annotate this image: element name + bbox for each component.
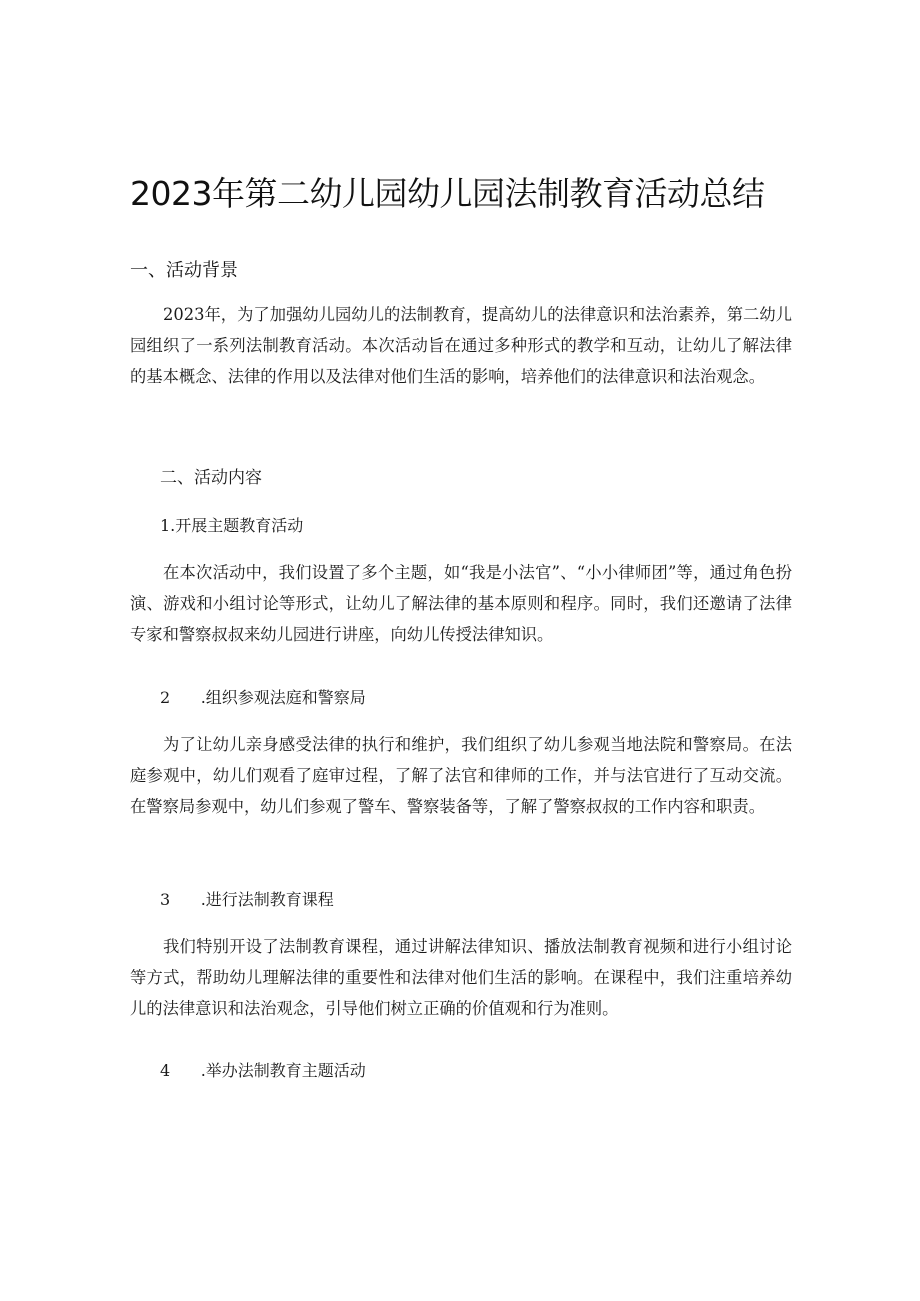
item-heading-2: 2 .组织参观法庭和警察局	[160, 688, 366, 707]
item-paragraph-3: 我们特别开设了法制教育课程，通过讲解法律知识、播放法制教育视频和进行小组讨论等方式，帮助幼儿理解法律的重要性和法律对他们生活的影响。在课程中，我们注重培养幼儿的法律意识和法治观念，引导他们树立正确的价值观和行为准则。	[130, 937, 792, 1018]
item-paragraph-2: 为了让幼儿亲身感受法律的执行和维护，我们组织了幼儿参观当地法院和警察局。在法庭参观中，幼儿们观看了庭审过程，了解了法官和律师的工作，并与法官进行了互动交流。在警察局参观中，幼儿们参观了警车、警察装备等，了解了警察叔叔的工作内容和职责。	[130, 735, 792, 816]
section-heading-content: 二、活动内容	[160, 468, 262, 488]
paragraph-background: 2023年，为了加强幼儿园幼儿的法制教育，提高幼儿的法律意识和法治素养，第二幼儿园组织了一系列法制教育活动。本次活动旨在通过多种形式的教学和互动，让幼儿了解法律的基本概念、法律的作用以及法律对他们生活的影响，培养他们的法律意识和法治观念。	[130, 305, 792, 386]
item-heading-4: 4 .举办法制教育主题活动	[160, 1061, 366, 1080]
section-heading-background: 一、活动背景	[130, 260, 238, 281]
item-heading-1: 1.开展主题教育活动	[160, 516, 304, 535]
item-heading-3: 3 .进行法制教育课程	[160, 890, 334, 909]
item-paragraph-1: 在本次活动中，我们设置了多个主题，如“我是小法官”、“小小律师团”等，通过角色扮演、游戏和小组讨论等形式，让幼儿了解法律的基本原则和程序。同时，我们还邀请了法律专家和警察叔叔来幼儿园进行讲座，向幼儿传授法律知识。	[130, 563, 792, 644]
document-title: 2023年第二幼儿园幼儿园法制教育活动总结	[130, 174, 765, 213]
